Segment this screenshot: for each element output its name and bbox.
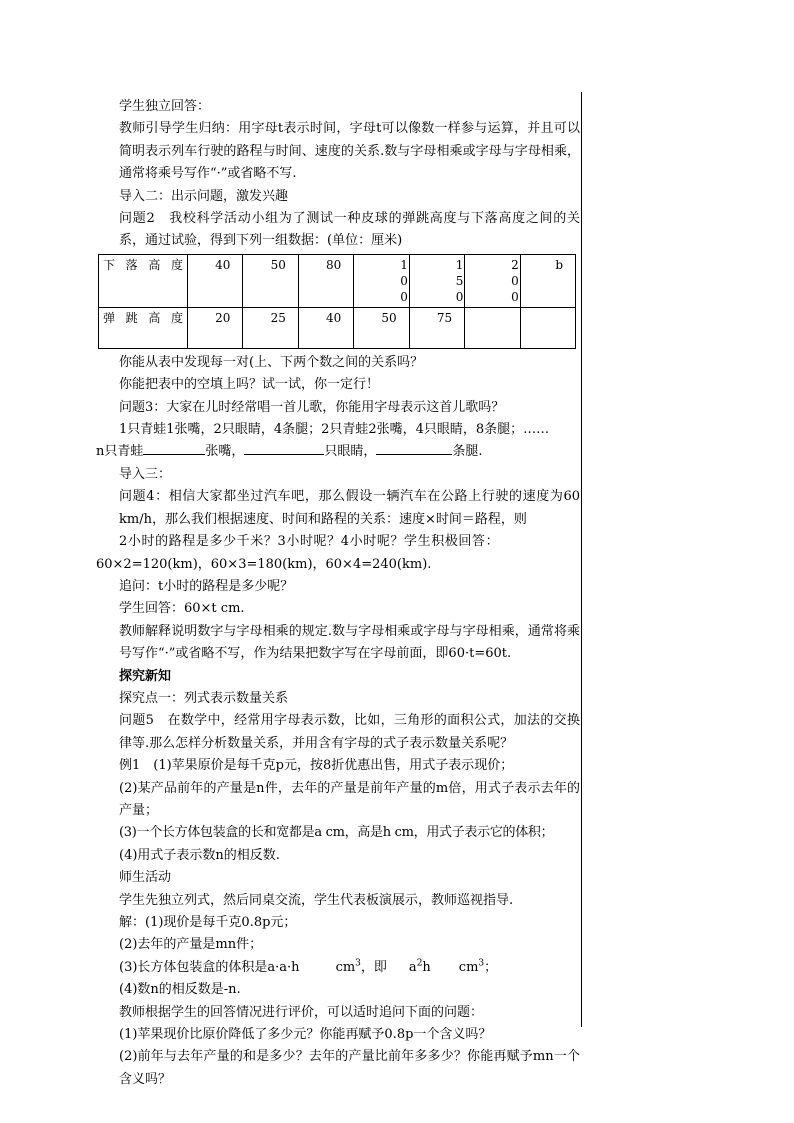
text-span: 条腿. [452,444,483,460]
superscript: 2 [416,958,423,969]
bounce-data-table [98,254,576,349]
blank-underline [376,454,452,455]
table-cell [520,307,575,348]
text-line: 学生回答：60×t cm. [119,601,245,617]
text-span: h [422,959,431,975]
document-body [96,96,580,1091]
text-line: (2)去年的产量是mn件； [119,937,263,953]
table-cell [465,307,520,348]
text-line: 探究点一：列式表示数量关系 [119,690,289,706]
superscript: 3 [478,958,485,969]
paragraph: 问题4：相信大家都坐过汽车吧，那么假设一辆汽车在公路上行驶的速度为60 km/h，那么我们根据速度、时间和路程的关系：速度×时间＝路程，则 [119,489,580,527]
formula-line [96,957,580,979]
section-heading: 探究新知 [119,668,172,684]
text-line: 例1 (1)苹果原价是每千克p元，按8折优惠出售，用式子表示现价； [119,758,514,774]
table-cell: 50 [354,307,409,348]
text-line: (4)数n的相反数是-n. [119,982,241,998]
table-row [99,307,576,348]
text-line: 1只青蛙1张嘴，2只眼睛，4条腿；2只青蛙2张嘴，4只眼睛，8条腿；…… [119,422,550,438]
paragraph: 问题5 在数学中，经常用字母表示数，比如，三角形的面积公式，加法的交换律等.那么怎样分析数量关系，并用含有字母的式子表示数量关系呢？ [119,713,580,751]
text-line: 学生先独立列式，然后同桌交流，学生代表板演展示，教师巡视指导. [119,892,514,908]
text-line: 教师根据学生的回答情况进行评价，可以适时追问下面的问题： [119,1004,484,1020]
table-cell: 150 [409,254,464,307]
paragraph: 问题2 我校科学活动小组为了测试一种皮球的弹跳高度与下落高度之间的关系，通过试验，得到下列一组数据：(单位：厘米) [119,211,580,249]
right-margin-rule [581,92,582,1027]
text-line: 60×2=120(km)，60×3=180(km)，60×4=240(km). [96,556,432,572]
text-span: n只青蛙 [96,444,144,460]
unit-span: cm [335,959,356,975]
table-cell: 40 [298,307,353,348]
text-line: 你能从表中发现每一对(上、下两个数之间的关系吗？ [119,354,424,370]
text-span: 只眼睛， [324,444,377,460]
blank-underline [244,454,324,455]
text-line: (3)一个长方体包装盒的长和宽都是a cm，高是h cm，用式子表示它的体积； [119,825,554,841]
text-line: 问题3：大家在儿时经常唱一首儿歌，你能用字母表示这首儿歌吗？ [119,399,505,415]
text-line: 导入三： [119,466,172,482]
fill-in-line [96,441,580,463]
table-cell: 20 [188,307,243,348]
table-cell: 40 [188,254,243,307]
text-line: 追问：t小时的路程是多少呢？ [119,578,294,594]
text-span: 张嘴， [205,444,245,460]
text-line: 导入二：出示问题，激发兴趣 [119,188,289,204]
unit-span: cm [458,959,479,975]
table-cell: 75 [409,307,464,348]
text-span: ，即 [360,959,387,975]
text-span: (3)长方体包装盒的体积是a·a·h [119,959,300,975]
table-cell: 100 [354,254,409,307]
table-cell: 50 [243,254,298,307]
table-cell: b [520,254,575,307]
superscript: 3 [355,958,361,969]
blank-underline [143,454,205,455]
text-line: (4)用式子表示数n的相反数. [119,847,280,863]
table-cell: 80 [298,254,353,307]
table-row-header: 弹跳高度 [99,307,188,348]
text-line: 2小时的路程是多少千米？3小时呢？4小时呢？学生积极回答： [119,534,500,550]
text-line: 学生独立回答： [119,99,211,114]
paragraph: 教师引导学生归纳：用字母t表示时间，字母t可以像数一样参与运算，并且可以简明表示列车行驶的路程与时间、速度的关系.数与字母相乘或字母与字母相乘，通常将乘号写作“·”或省略不写. [119,121,580,182]
table-row [99,254,576,307]
text-line: (1)苹果现价比原价降低了多少元？你能再赋予0.8p一个含义吗？ [119,1027,492,1043]
text-line: 解：(1)现价是每千克0.8p元； [119,915,297,930]
text-line: 师生活动 [119,870,172,886]
text-line: 你能把表中的空填上吗？试一试，你一定行！ [119,377,380,393]
paragraph: 教师解释说明数字与字母相乘的规定.数与字母相乘或字母与字母相乘，通常将乘号写作“·”或省略不写，作为结果把数字写在字母前面，即60·t=60t. [119,623,580,662]
table-cell: 25 [243,307,298,348]
text-span: a [408,959,417,975]
paragraph: (2)前年与去年产量的和是多少？去年的产量比前年多多少？你能再赋予mn一个含义吗？ [119,1049,580,1087]
table-cell: 200 [465,254,520,307]
paragraph: (2)某产品前年的产量是n件，去年的产量是前年产量的m倍，用式子表示去年的产量； [119,780,580,818]
text-span: ； [484,959,498,975]
table-row-header: 下落高度 [99,254,188,307]
